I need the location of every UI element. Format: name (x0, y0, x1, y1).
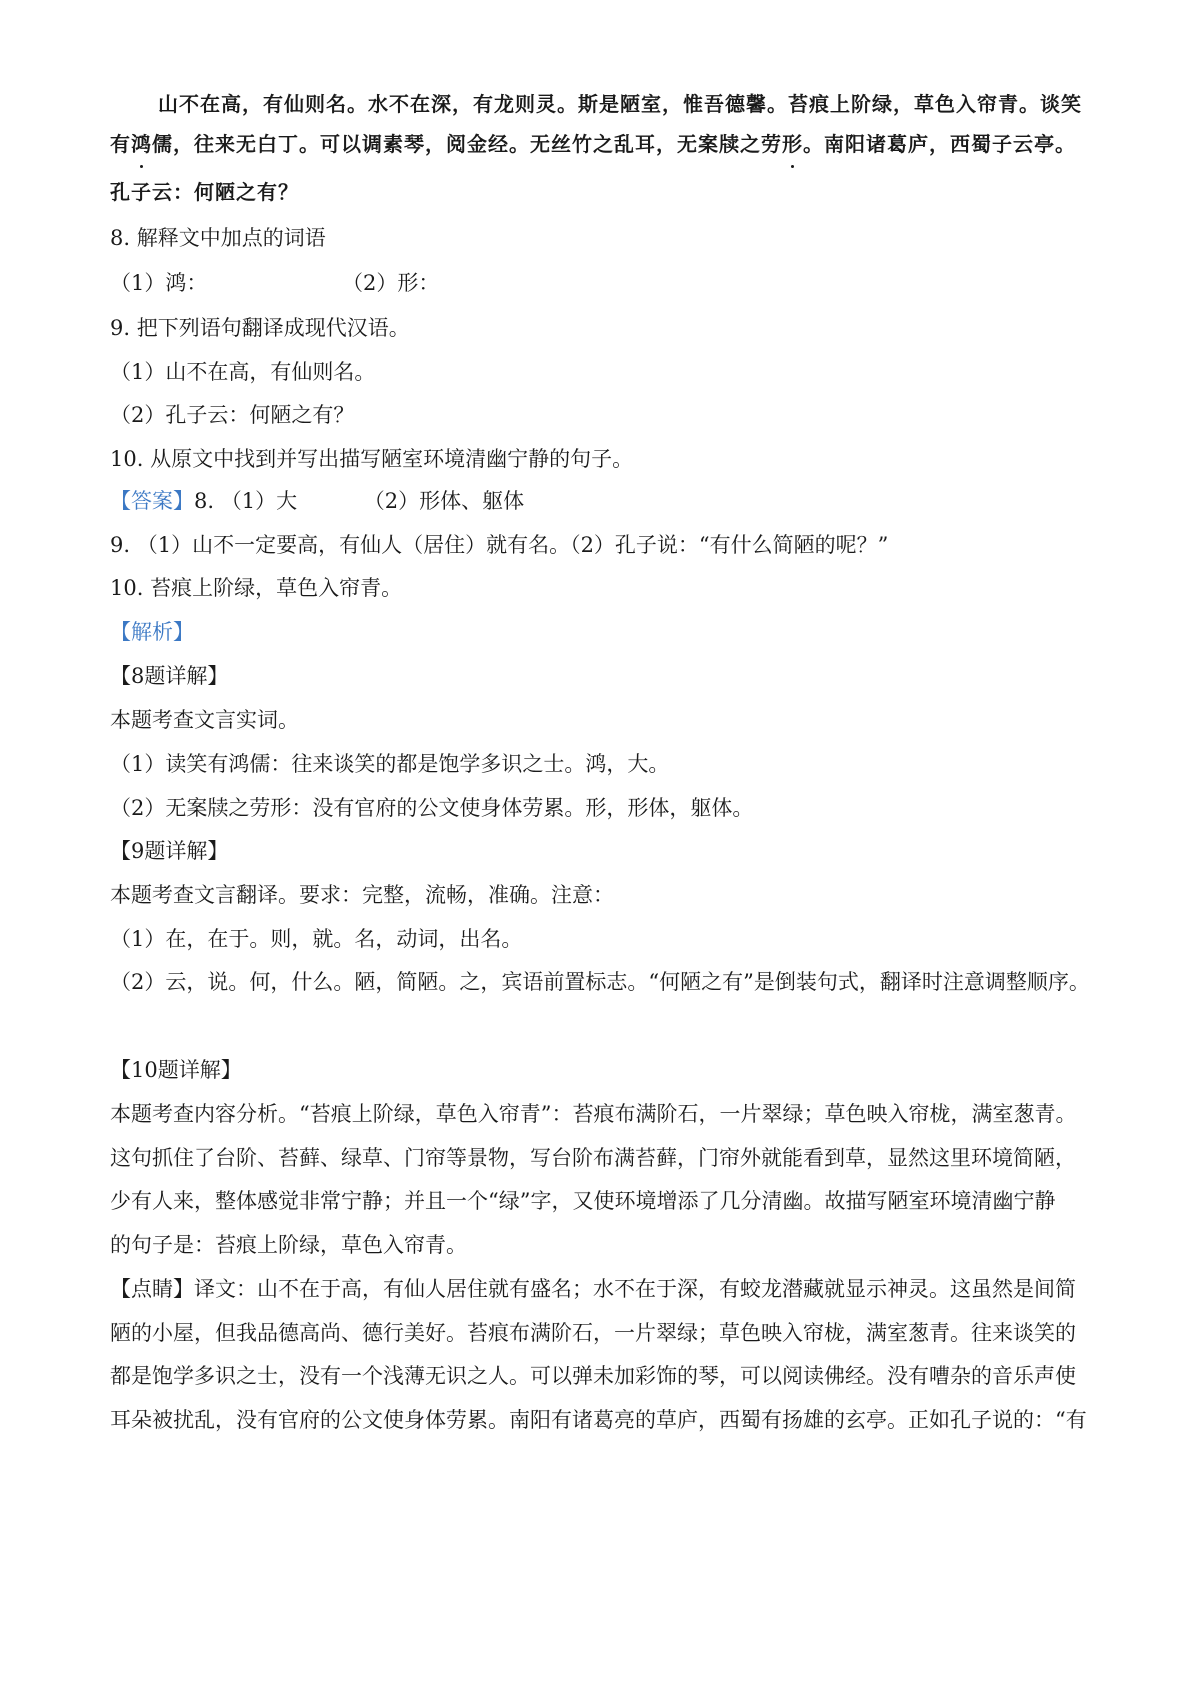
question-8: 8. 解释文中加点的词语 (110, 226, 326, 250)
detail-8-heading: 【8题详解】 (110, 664, 229, 688)
detail-9-item-1: （1）在，在于。则，就。名，动词，出名。 (110, 927, 523, 951)
question-8-item-1: （1）鸿： (110, 271, 208, 295)
passage-line-3: 孔子云：何陋之有？ (110, 180, 299, 204)
answer-tag: 【答案】 (110, 489, 194, 513)
question-8-items (110, 268, 1100, 298)
detail-10-text-3: 少有人来，整体感觉非常宁静；并且一个“绿”字，又使环境增添了几分清幽。故描写陋室环境清幽宁静 (110, 1189, 1056, 1213)
passage-text: 儒，往来无白丁。可以调素琴，阅金经。无丝竹之乱耳，无案牍之劳 (152, 132, 782, 156)
detail-9-heading: 【9题详解】 (110, 839, 229, 863)
tip-line-1 (110, 1274, 1100, 1304)
tip-line-3: 都是饱学多识之士，没有一个浅薄无识之人。可以弹未加彩饰的琴，可以阅读佛经。没有嘈杂的音乐声使 (110, 1364, 1076, 1388)
answer-line-8 (110, 486, 1100, 516)
detail-8-item-1: （1）读笑有鸿儒：往来谈笑的都是饱学多识之士。鸿，大。 (110, 752, 670, 776)
answer-9: 9. （1）山不一定要高，有仙人（居住）就有名。（2）孔子说：“有什么简陋的呢？” (110, 533, 889, 557)
dotted-word-hong: 鸿 (131, 129, 152, 159)
answer-8-item-2: （2）形体、躯体 (363, 489, 525, 513)
detail-9-item-2: （2）云，说。何，什么。陋，简陋。之，宾语前置标志。“何陋之有”是倒装句式，翻译时注意调整顺序。 (110, 970, 1090, 994)
detail-10-heading: 【10题详解】 (110, 1058, 242, 1082)
analysis-tag: 【解析】 (110, 620, 194, 644)
detail-8-item-2: （2）无案牍之劳形：没有官府的公文使身体劳累。形，形体，躯体。 (110, 796, 754, 820)
question-9: 9. 把下列语句翻译成现代汉语。 (110, 316, 410, 340)
detail-10-text-4: 的句子是：苔痕上阶绿，草色入帘青。 (110, 1233, 467, 1257)
passage-text: 。南阳诸葛庐，西蜀子云亭。 (803, 132, 1076, 156)
question-9-item-2: （2）孔子云：何陋之有？ (110, 403, 355, 427)
tip-text: 译文：山不在于高，有仙人居住就有盛名；水不在于深，有蛟龙潜藏就显示神灵。这虽然是间简 (194, 1277, 1076, 1301)
question-9-item-1: （1）山不在高，有仙则名。 (110, 360, 376, 384)
tip-line-2: 陋的小屋，但我品德高尚、德行美好。苔痕布满阶石，一片翠绿；草色映入帘栊，满室葱青。往来谈笑的 (110, 1321, 1076, 1345)
detail-10-text-1: 本题考查内容分析。“苔痕上阶绿，草色入帘青”：苔痕布满阶石，一片翠绿；草色映入帘栊，满室葱青。 (110, 1102, 1077, 1126)
tip-line-4: 耳朵被扰乱，没有官府的公文使身体劳累。南阳有诸葛亮的草庐，西蜀有扬雄的玄亭。正如孔子说的：“有 (110, 1408, 1087, 1432)
question-10: 10. 从原文中找到并写出描写陋室环境清幽宁静的句子。 (110, 447, 634, 471)
answer-10: 10. 苔痕上阶绿，草色入帘青。 (110, 576, 403, 600)
answer-8-item-1: （1）大 (220, 489, 298, 513)
passage-text: 有 (110, 132, 131, 156)
passage-line-2 (110, 129, 1100, 159)
detail-9-text: 本题考查文言翻译。要求：完整，流畅，准确。注意： (110, 883, 614, 907)
question-8-item-2: （2）形： (342, 271, 440, 295)
detail-8-text: 本题考查文言实词。 (110, 708, 299, 732)
detail-10-text-2: 这句抓住了台阶、苔藓、绿草、门帘等景物，写台阶布满苔藓，门帘外就能看到草，显然这里环境简陋， (110, 1146, 1076, 1170)
passage-line-1: 山不在高，有仙则名。水不在深，有龙则灵。斯是陋室，惟吾德馨。苔痕上阶绿，草色入帘青。谈笑 (158, 92, 1082, 116)
answer-8-number: 8. (194, 489, 221, 513)
dotted-word-xing: 形 (782, 129, 803, 159)
tip-tag: 【点睛】 (110, 1277, 194, 1301)
